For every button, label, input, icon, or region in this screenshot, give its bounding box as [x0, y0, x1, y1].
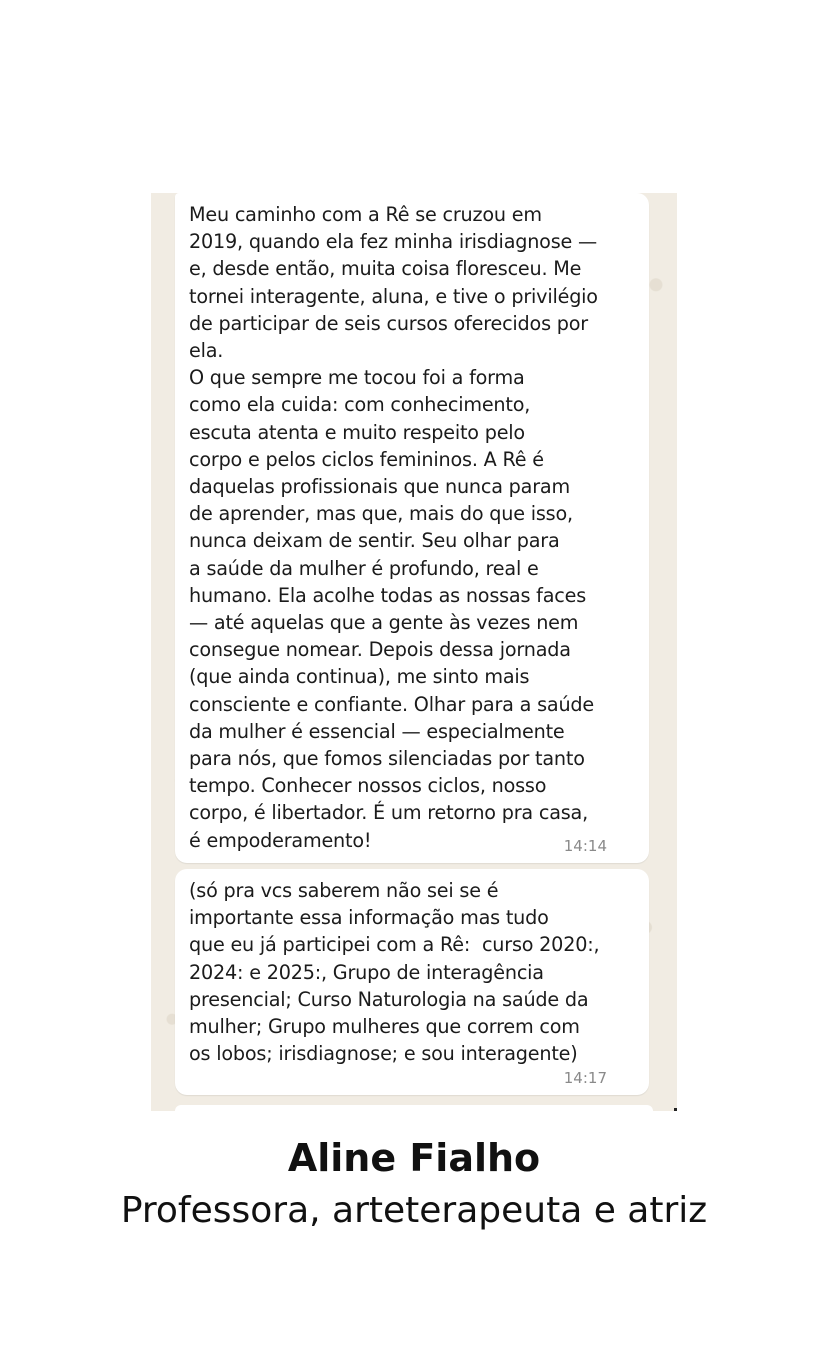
message-timestamp: 14:14 — [563, 837, 607, 855]
message-text: Meu caminho com a Rê se cruzou em 2019, quando ela fez minha irisdiagnose — e, desde então, muita coisa floresceu. Me tornei interagente, aluna, e tive o privilégio de participar de seis cursos oferecidos por ela. O que sempre me tocou foi a forma como ela cuida: com conhecimento, escuta atenta e muito respeito pelo corpo e pelos ciclos femininos. A Rê é daquelas profissionais que nunca param de aprender, mas que, mais do que isso, nunca deixam de sentir. Seu olhar para a saúde da mulher é profundo, real e humano. Ela acolhe todas as nossas faces — até aquelas que a gente às vezes nem consegue nomear. Depois dessa jornada (que ainda continua), me sinto mais consciente e confiante. Olhar para a saúde da mulher é essencial — especialmente para nós, que fomos silenciadas por tanto tempo. Conhecer nossos ciclos, nosso corpo, é libertador. É um retorno pra casa, é empoderamento! — [189, 203, 598, 852]
message-bubble — [175, 869, 649, 1095]
message-bubble — [175, 193, 649, 863]
author-name: Aline Fialho — [287, 1136, 541, 1180]
corner-mark — [674, 1108, 677, 1111]
chat-screenshot — [151, 193, 677, 1111]
next-message-edge — [175, 1105, 653, 1111]
message-text: (só pra vcs saberem não sei se é importante essa informação mas tudo que eu já participei com a Rê: curso 2020:, 2024: e 2025:, Grupo de interagência presencial; Curso Naturologia na saúde da mulher; Grupo mulheres que correm com os lobos; irisdiagnose; e sou interagente) — [189, 879, 600, 1066]
message-timestamp: 14:17 — [563, 1069, 607, 1087]
author-role: Professora, arteterapeuta e atriz — [120, 1190, 708, 1231]
